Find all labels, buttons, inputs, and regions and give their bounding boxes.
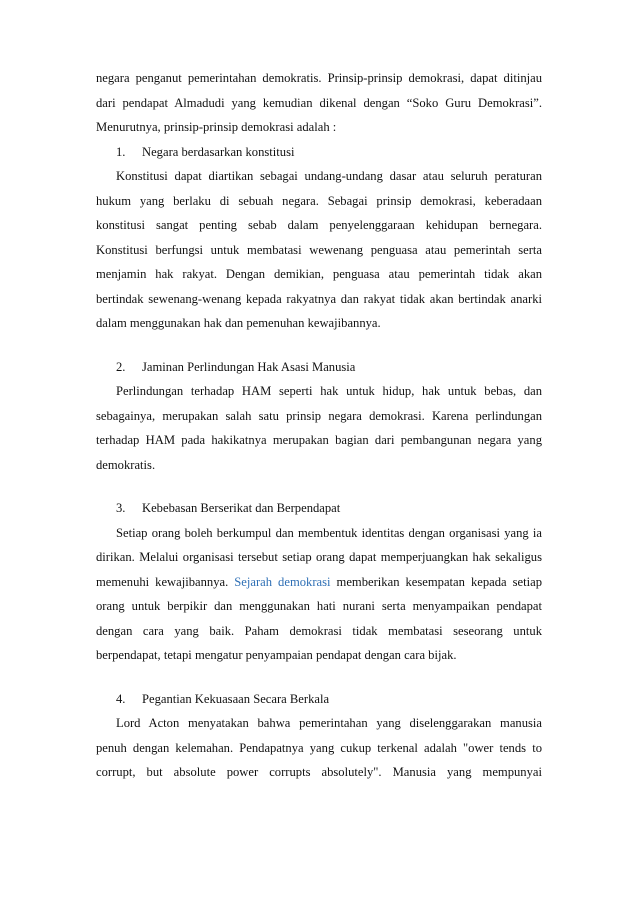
- sejarah-demokrasi-link[interactable]: Sejarah demokrasi: [234, 574, 331, 589]
- text-line: Menurutnya, prinsip-prinsip demokrasi adalah :: [96, 120, 337, 134]
- text-fragment: memenuhi kewajibannya.: [96, 574, 235, 589]
- text-line: dirikan. Melalui organisasi tersebut setiap orang dapat memperjuangkan hak sekaligus: [96, 550, 542, 564]
- section-number: 4.: [116, 691, 126, 706]
- paragraph-gap: [96, 668, 542, 687]
- section-title: Jaminan Perlindungan Hak Asasi Manusia: [142, 359, 356, 374]
- text-fragment: memberikan kesempatan kepada setiap: [330, 574, 543, 589]
- text-line: sebagainya, merupakan salah satu prinsip negara demokrasi. Karena perlindungan: [96, 408, 542, 423]
- section-number: 1.: [116, 144, 126, 159]
- section-heading: [96, 355, 542, 380]
- text-line: berpendapat, tetapi mengatur penyampaian pendapat dengan cara bijak.: [96, 648, 457, 662]
- text-line: bertindak sewenang-wenang kepada rakyatnya dan rakyat tidak akan bertindak anarki: [96, 291, 542, 306]
- text-line: demokratis.: [96, 457, 156, 472]
- section-heading: [96, 687, 542, 712]
- section-4: [96, 687, 542, 785]
- section-heading: [96, 496, 542, 521]
- paragraph-gap: [96, 336, 542, 355]
- text-line-with-link: [96, 570, 542, 595]
- section-number: 3.: [116, 501, 126, 515]
- text-line: corrupt, but absolute power corrupts absolutely". Manusia yang mempunyai: [96, 765, 542, 779]
- document-body: [96, 66, 542, 785]
- text-line: dengan cara yang baik. Paham demokrasi tidak membatasi seseorang untuk: [96, 623, 542, 638]
- text-line: orang untuk berpikir dan menggunakan hati nurani serta menyampaikan pendapat: [96, 599, 542, 613]
- text-line: negara penganut pemerintahan demokratis. Prinsip-prinsip demokrasi, dapat ditinjau: [96, 71, 542, 85]
- section-number: 2.: [116, 359, 126, 374]
- text-line: Konstitusi dapat diartikan sebagai undang-undang dasar atau seluruh peraturan: [116, 169, 542, 183]
- text-line: menjamin hak rakyat. Dengan demikian, penguasa atau pemerintah tidak akan: [96, 267, 542, 281]
- section-heading: [96, 140, 542, 165]
- text-line: dari pendapat Almadudi yang kemudian dikenal dengan “Soko Guru Demokrasi”.: [96, 95, 542, 110]
- text-line: Konstitusi berfungsi untuk membatasi wewenang penguasa atau pemerintah serta: [96, 242, 542, 257]
- text-line: Setiap orang boleh berkumpul dan membentuk identitas dengan organisasi yang ia: [116, 525, 542, 540]
- section-title: Negara berdasarkan konstitusi: [142, 144, 295, 159]
- section-title: Kebebasan Berserikat dan Berpendapat: [142, 501, 341, 515]
- section-2: [96, 355, 542, 478]
- text-line: dalam menggunakan hak dan pemenuhan kewajibannya.: [96, 316, 381, 330]
- text-line: penuh dengan kelemahan. Pendapatnya yang cukup terkenal adalah "ower tends to: [96, 740, 542, 755]
- text-line: Perlindungan terhadap HAM seperti hak untuk hidup, hak untuk bebas, dan: [116, 384, 542, 398]
- text-line: hukum yang berlaku di sebuah negara. Sebagai prinsip demokrasi, keberadaan: [96, 193, 542, 208]
- section-title: Pegantian Kekuasaan Secara Berkala: [142, 691, 330, 706]
- text-line: terhadap HAM pada hakikatnya merupakan bagian dari pembangunan negara yang: [96, 433, 542, 447]
- section-3: [96, 496, 542, 668]
- text-line: konstitusi sangat penting sebab dalam penyelenggaraan kehidupan bernegara.: [96, 218, 542, 232]
- paragraph-gap: [96, 477, 542, 496]
- section-1: [96, 140, 542, 336]
- text-line: Lord Acton menyatakan bahwa pemerintahan yang diselenggarakan manusia: [116, 716, 542, 730]
